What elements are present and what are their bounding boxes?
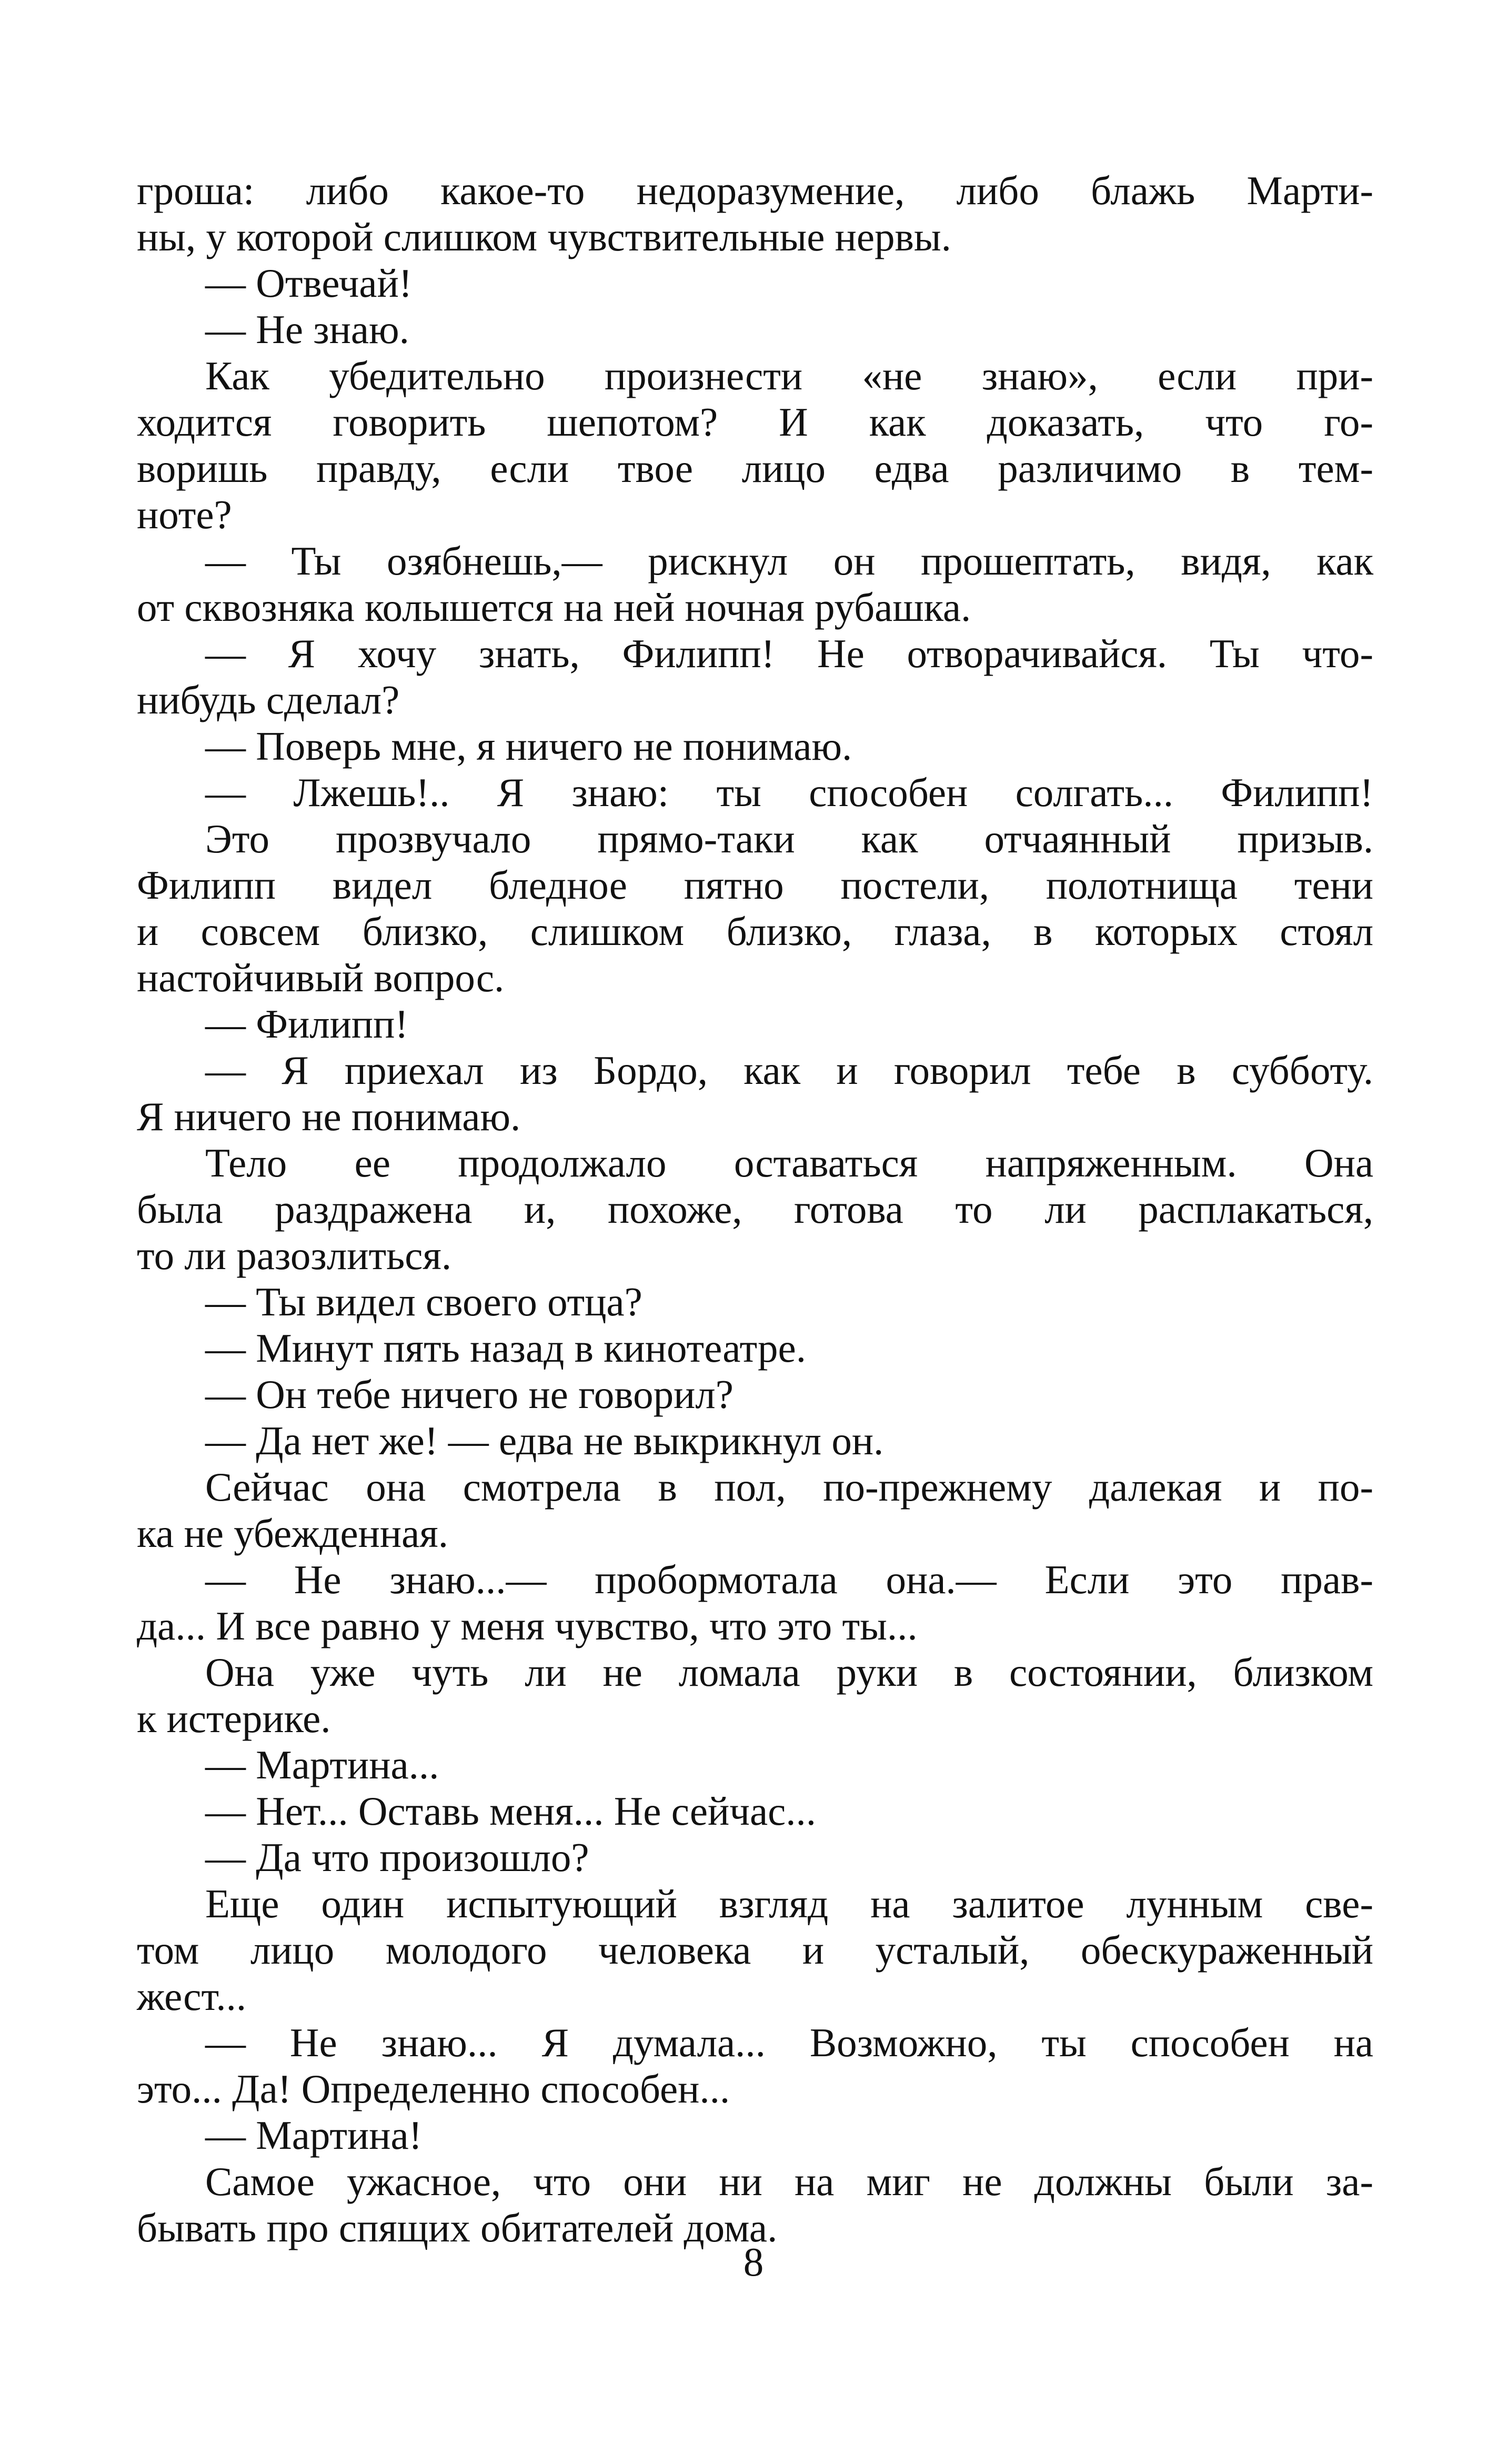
text-line: — Ты озябнешь,— рискнул он прошептать, видя, как [205,538,1373,584]
text-line: бывать про спящих обитателей дома. [137,2205,778,2250]
text-line: жест... [137,1974,247,2019]
text-line: это... Да! Определенно способен... [137,2066,730,2111]
text-line: — Мартина! [205,2113,423,2158]
text-line: и совсем близко, слишком близко, глаза, в которых стоял [137,909,1373,954]
text-line: воришь правду, если твое лицо едва различимо в тем- [137,446,1373,491]
text-line: — Мартина... [205,1742,439,1787]
text-line: — Отвечай! [205,260,413,306]
text-line: — Не знаю... Я думала... Возможно, ты способен на [205,2020,1373,2065]
text-line: — Лжешь!.. Я знаю: ты способен солгать... Филипп! [205,770,1373,815]
text-line: ка не убежденная. [137,1511,448,1556]
text-line: — Филипп! [205,1001,408,1047]
text-line: Сейчас она смотрела в пол, по-прежнему далекая и по- [205,1464,1373,1510]
text-line: ноте? [137,492,232,537]
text-line: — Я приехал из Бордо, как и говорил тебе в субботу. [205,1048,1373,1093]
text-line: том лицо молодого человека и усталый, обескураженный [137,1927,1373,1973]
text-line: гроша: либо какое-то недоразумение, либо блажь Марти- [137,168,1373,213]
text-line: — Он тебе ничего не говорил? [205,1372,734,1417]
text-line: — Да нет же! — едва не выкрикнул он. [205,1418,884,1463]
text-line: — Ты видел своего отца? [205,1279,642,1324]
text-line: да... И все равно у меня чувство, что это ты... [137,1603,918,1648]
text-line: ходится говорить шепотом? И как доказать, что го- [137,399,1373,445]
text-line: ны, у которой слишком чувствительные нервы. [137,214,951,259]
text-line: — Не знаю...— пробормотала она.— Если это прав- [205,1557,1373,1602]
text-line: — Я хочу знать, Филипп! Не отворачивайся. Ты что- [205,631,1373,676]
text-line: — Нет... Оставь меня... Не сейчас... [205,1788,817,1834]
text-line: Еще один испытующий взгляд на залитое лунным све- [205,1881,1373,1926]
page-body [137,167,1373,2251]
text-line: — Поверь мне, я ничего не понимаю. [205,723,852,769]
text-line: — Да что произошло? [205,1835,589,1880]
text-line: от сквозняка колышется на ней ночная рубашка. [137,585,971,630]
text-line: к истерике. [137,1696,331,1741]
text-line: Самое ужасное, что они ни на миг не должны были за- [205,2159,1373,2204]
text-line: Тело ее продолжало оставаться напряженным. Она [205,1140,1373,1185]
text-line: была раздражена и, похоже, готова то ли расплакаться, [137,1186,1373,1232]
text-line: — Не знаю. [205,307,409,352]
text-line: нибудь сделал? [137,677,400,722]
text-line: Она уже чуть ли не ломала руки в состоянии, близком [205,1650,1373,1695]
page-number: 8 [743,2239,764,2285]
text-line: Как убедительно произнести «не знаю», если при- [205,353,1373,398]
text-line: Это прозвучало прямо-таки как отчаянный призыв. [205,816,1373,861]
text-line: Я ничего не понимаю. [137,1094,521,1139]
text-line: — Минут пять назад в кинотеатре. [205,1325,806,1371]
text-line: Филипп видел бледное пятно постели, полотнища тени [137,862,1373,908]
text-line: то ли разозлиться. [137,1233,452,1278]
text-line: настойчивый вопрос. [137,955,505,1000]
